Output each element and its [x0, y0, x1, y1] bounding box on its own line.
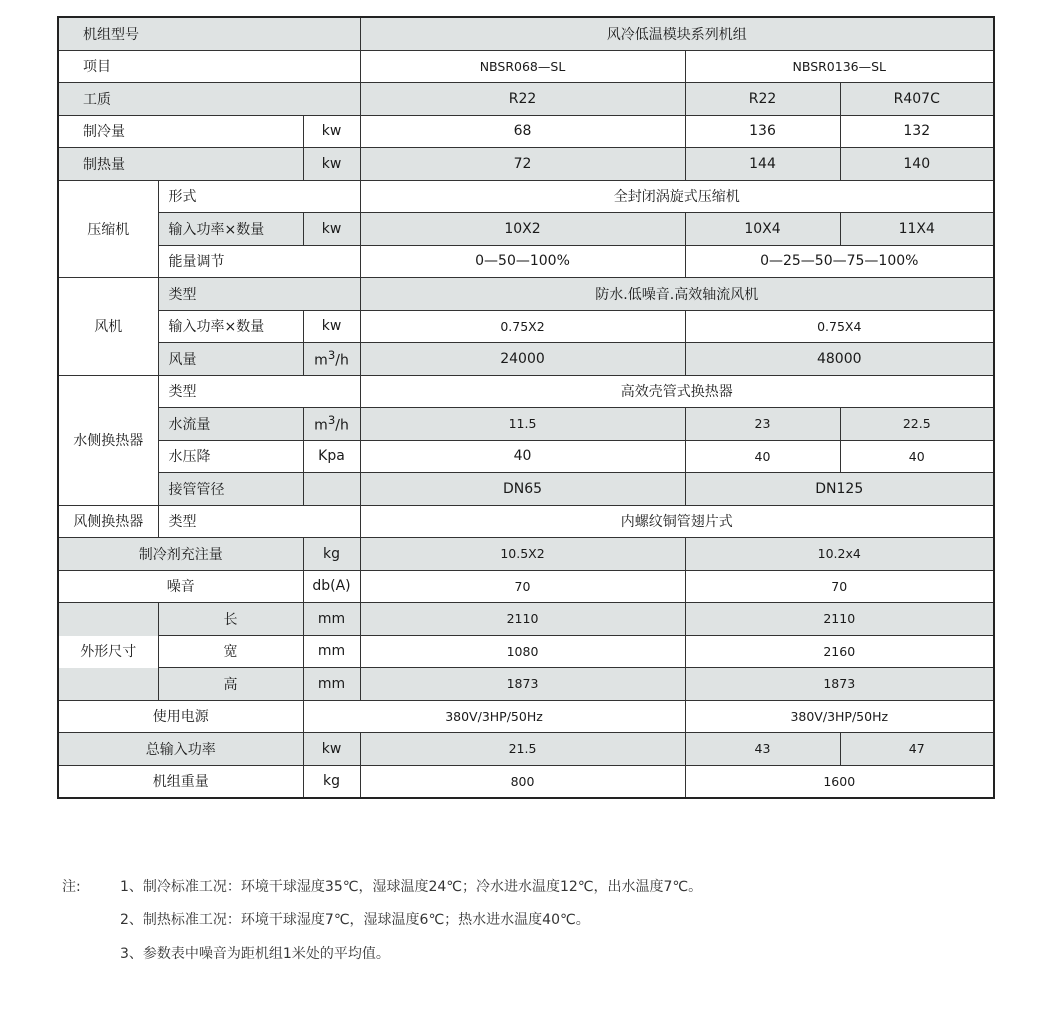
- model-header-label: 机组型号: [58, 17, 360, 50]
- cooling-value: 132: [840, 115, 994, 148]
- energy-value: 0—50—100%: [360, 245, 685, 278]
- total-power-value: 47: [840, 733, 994, 766]
- table-row: [58, 765, 994, 798]
- heating-value: 72: [360, 148, 685, 181]
- table-row: [58, 213, 994, 246]
- table-row: [58, 83, 994, 116]
- model-name: NBSR068—SL: [360, 50, 685, 83]
- air-hx-type-value: 内螺纹铜管翅片式: [360, 505, 994, 538]
- compressor-power-value: 10X2: [360, 213, 685, 246]
- water-hx-type-value: 高效壳管式换热器: [360, 375, 994, 408]
- airflow-unit: [303, 343, 360, 376]
- cooling-label: 制冷量: [58, 115, 303, 148]
- table-row: [58, 115, 994, 148]
- length-value: 2110: [685, 603, 994, 636]
- height-label: 高: [158, 668, 303, 701]
- unit-rest: /h: [335, 418, 349, 435]
- unit-base: m: [314, 353, 328, 370]
- cooling-value: 68: [360, 115, 685, 148]
- fan-power-label: 输入功率×数量: [158, 310, 303, 343]
- water-hx-type-label: 类型: [158, 375, 360, 408]
- noise-label: 噪音: [58, 570, 303, 603]
- table-row: [58, 180, 994, 213]
- height-unit: mm: [303, 668, 360, 701]
- compressor-type-value: 全封闭涡旋式压缩机: [360, 180, 994, 213]
- weight-unit: kg: [303, 765, 360, 798]
- table-row: [58, 538, 994, 571]
- charge-label: 制冷剂充注量: [58, 538, 303, 571]
- air-hx-type-label: 类型: [158, 505, 360, 538]
- length-value: 2110: [360, 603, 685, 636]
- model-name: NBSR0136—SL: [685, 50, 994, 83]
- compressor-power-label: 输入功率×数量: [158, 213, 303, 246]
- airflow-label: 风量: [158, 343, 303, 376]
- note-line: 2、制热标准工况：环境干球湿度7℃，湿球温度6℃；热水进水温度40℃。: [120, 912, 590, 928]
- heating-value: 144: [685, 148, 840, 181]
- table-row: [58, 17, 994, 50]
- refrigerant-value: R22: [360, 83, 685, 116]
- water-flow-value: 23: [685, 408, 840, 441]
- item-label: 项目: [58, 50, 360, 83]
- refrigerant-value: R407C: [840, 83, 994, 116]
- table-row: [58, 603, 994, 636]
- width-value: 2160: [685, 635, 994, 668]
- refrigerant-value: R22: [685, 83, 840, 116]
- compressor-power-value: 11X4: [840, 213, 994, 246]
- length-label: 长: [158, 603, 303, 636]
- pressure-drop-value: 40: [840, 440, 994, 473]
- noise-unit: db(A): [303, 570, 360, 603]
- unit-base: m: [314, 418, 328, 435]
- heating-unit: kw: [303, 148, 360, 181]
- table-row: [58, 148, 994, 181]
- power-supply-value: 380V/3HP/50Hz: [685, 700, 994, 733]
- height-value: 1873: [685, 668, 994, 701]
- power-supply-label: 使用电源: [58, 700, 303, 733]
- pipe-size-unit: [303, 473, 360, 506]
- heating-label: 制热量: [58, 148, 303, 181]
- total-power-value: 21.5: [360, 733, 685, 766]
- compressor-power-unit: kw: [303, 213, 360, 246]
- refrigerant-label: 工质: [58, 83, 360, 116]
- cooling-unit: kw: [303, 115, 360, 148]
- table-row: [58, 440, 994, 473]
- water-flow-unit: [303, 408, 360, 441]
- fan-type-label: 类型: [158, 278, 360, 311]
- power-supply-value: 380V/3HP/50Hz: [303, 700, 685, 733]
- energy-label: 能量调节: [158, 245, 360, 278]
- charge-unit: kg: [303, 538, 360, 571]
- note-line: 1、制冷标准工况：环境干球湿度35℃，湿球温度24℃；冷水进水温度12℃，出水温度7℃。: [120, 879, 703, 895]
- table-row: [58, 570, 994, 603]
- pipe-size-label: 接管管径: [158, 473, 303, 506]
- pressure-drop-label: 水压降: [158, 440, 303, 473]
- table-row: [58, 733, 994, 766]
- compressor-power-value: 10X4: [685, 213, 840, 246]
- pipe-size-value: DN125: [685, 473, 994, 506]
- height-value: 1873: [360, 668, 685, 701]
- total-power-unit: kw: [303, 733, 360, 766]
- table-row: [58, 375, 994, 408]
- pressure-drop-value: 40: [685, 440, 840, 473]
- total-power-label: 总输入功率: [58, 733, 303, 766]
- table-row: [58, 278, 994, 311]
- table-row: [58, 343, 994, 376]
- table-row: [58, 310, 994, 343]
- water-flow-value: 11.5: [360, 408, 685, 441]
- width-value: 1080: [360, 635, 685, 668]
- unit-superscript: 3: [327, 413, 336, 428]
- fan-type-value: 防水.低噪音.高效轴流风机: [360, 278, 994, 311]
- noise-value: 70: [360, 570, 685, 603]
- unit-rest: /h: [335, 353, 349, 370]
- series-name: 风冷低温模块系列机组: [360, 17, 994, 50]
- fan-power-unit: kw: [303, 310, 360, 343]
- compressor-label: 压缩机: [58, 180, 158, 278]
- table-row: [58, 245, 994, 278]
- table-row: [58, 700, 994, 733]
- cooling-value: 136: [685, 115, 840, 148]
- weight-value: 800: [360, 765, 685, 798]
- water-hx-label: 水侧换热器: [58, 375, 158, 505]
- fan-power-value: 0.75X2: [360, 310, 685, 343]
- charge-value: 10.2x4: [685, 538, 994, 571]
- fan-power-value: 0.75X4: [685, 310, 994, 343]
- table-row: [58, 408, 994, 441]
- table-row: [58, 50, 994, 83]
- pressure-drop-unit: Kpa: [303, 440, 360, 473]
- table-row: [58, 668, 994, 701]
- water-flow-value: 22.5: [840, 408, 994, 441]
- dimensions-label: 外形尺寸: [58, 603, 158, 701]
- table-row: [58, 635, 994, 668]
- width-unit: mm: [303, 635, 360, 668]
- pressure-drop-value: 40: [360, 440, 685, 473]
- weight-label: 机组重量: [58, 765, 303, 798]
- airflow-value: 48000: [685, 343, 994, 376]
- pipe-size-value: DN65: [360, 473, 685, 506]
- table-row: [58, 473, 994, 506]
- charge-value: 10.5X2: [360, 538, 685, 571]
- total-power-value: 43: [685, 733, 840, 766]
- compressor-type-label: 形式: [158, 180, 360, 213]
- fan-label: 风机: [58, 278, 158, 376]
- energy-value: 0—25—50—75—100%: [685, 245, 994, 278]
- width-label: 宽: [158, 635, 303, 668]
- spec-table: [57, 16, 995, 799]
- note-line: 3、参数表中噪音为距机组1米处的平均值。: [120, 946, 390, 962]
- air-hx-label: 风侧换热器: [58, 505, 158, 538]
- water-flow-label: 水流量: [158, 408, 303, 441]
- noise-value: 70: [685, 570, 994, 603]
- airflow-value: 24000: [360, 343, 685, 376]
- notes-label: 注:: [62, 879, 81, 895]
- table-row: [58, 505, 994, 538]
- heating-value: 140: [840, 148, 994, 181]
- length-unit: mm: [303, 603, 360, 636]
- unit-superscript: 3: [327, 348, 336, 363]
- weight-value: 1600: [685, 765, 994, 798]
